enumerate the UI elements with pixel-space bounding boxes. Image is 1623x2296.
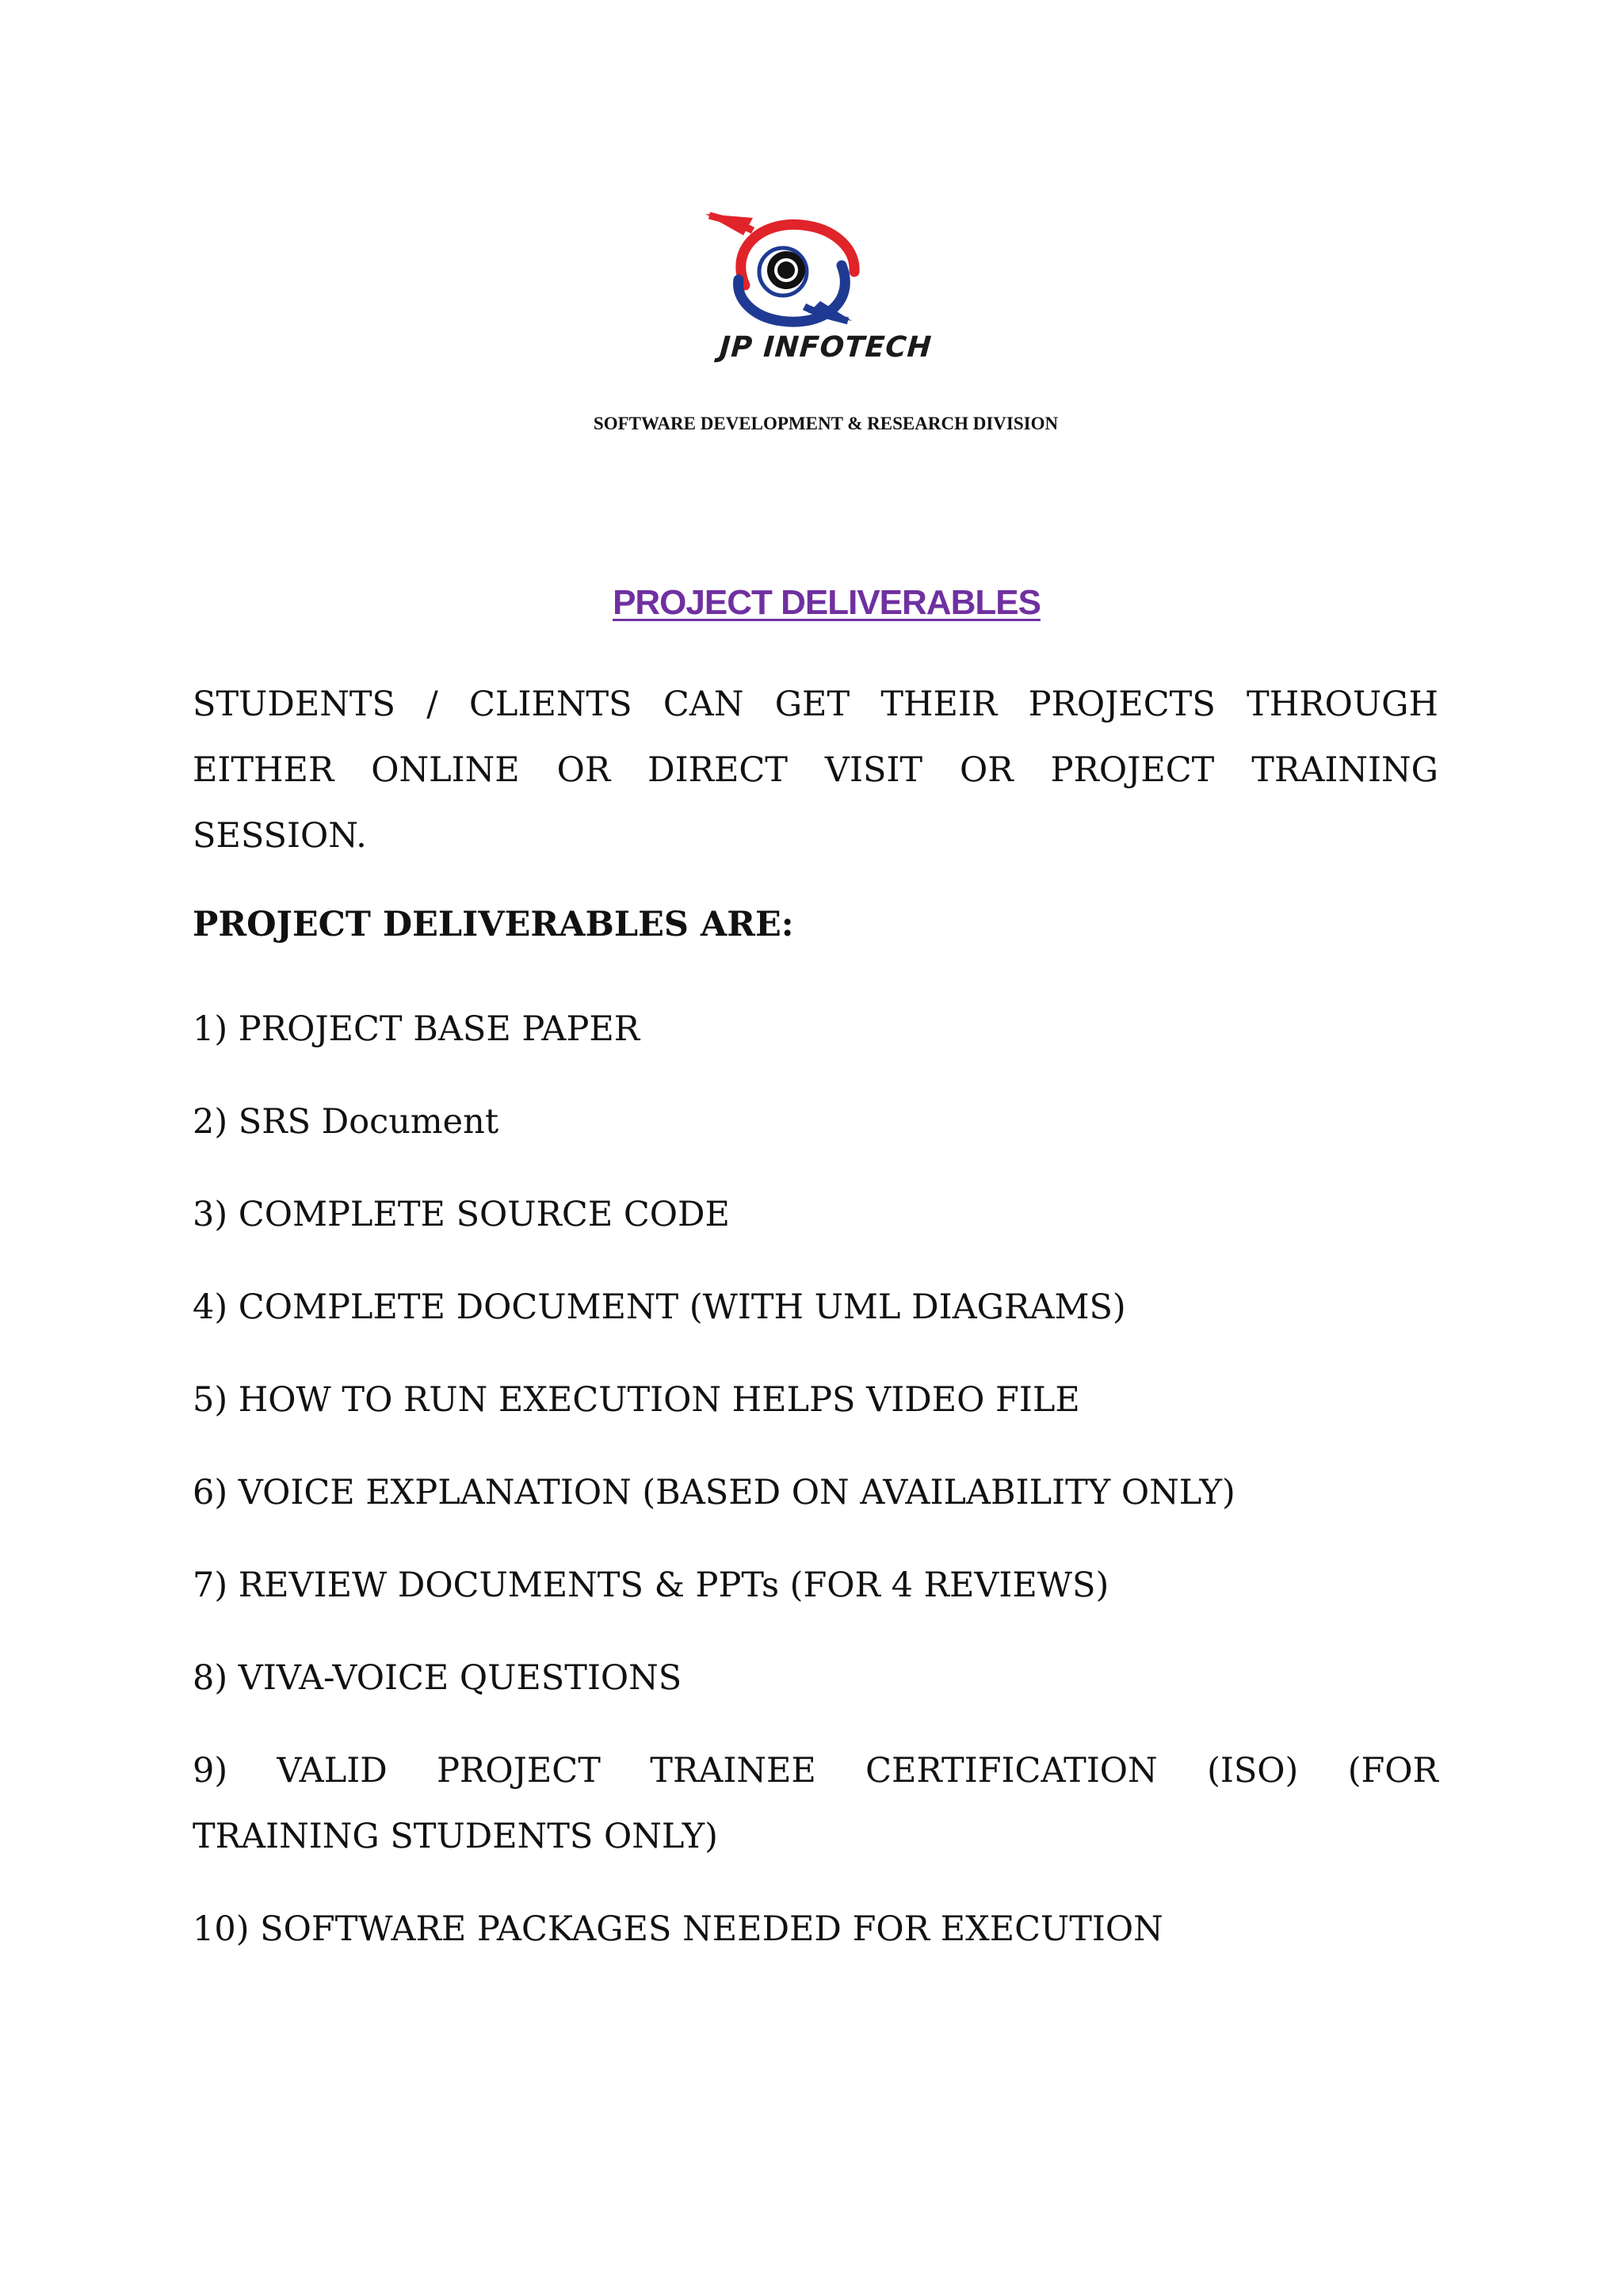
list-item-word: VALID bbox=[277, 1751, 388, 1791]
list-item: 8) VIVA-VOICE QUESTIONS bbox=[193, 1658, 682, 1698]
page-title: PROJECT DELIVERABLES bbox=[613, 583, 1041, 622]
list-item: 5) HOW TO RUN EXECUTION HELPS VIDEO FILE bbox=[193, 1380, 1080, 1420]
intro-line-2 bbox=[193, 738, 1438, 803]
division-subtitle: SOFTWARE DEVELOPMENT & RESEARCH DIVISION bbox=[593, 414, 1059, 433]
list-item: 2) SRS Document bbox=[193, 1102, 499, 1142]
intro-word: ONLINE bbox=[371, 750, 520, 790]
intro-word: OR bbox=[556, 750, 611, 790]
intro-line-1 bbox=[193, 672, 1438, 738]
logo-emblem-icon bbox=[697, 202, 888, 337]
list-item: 10) SOFTWARE PACKAGES NEEDED FOR EXECUTION bbox=[193, 1909, 1163, 1949]
list-item: 7) REVIEW DOCUMENTS & PPTs (FOR 4 REVIEWS) bbox=[193, 1566, 1109, 1605]
intro-line-3 bbox=[193, 803, 1438, 869]
list-item-word: TRAINEE bbox=[650, 1751, 816, 1791]
intro-word: PROJECTS bbox=[1028, 685, 1216, 724]
intro-paragraph bbox=[193, 672, 1438, 869]
deliverables-heading: PROJECT DELIVERABLES ARE: bbox=[193, 905, 794, 944]
intro-word: PROJECT bbox=[1050, 750, 1215, 790]
list-item-line bbox=[193, 1738, 1438, 1804]
intro-word: VISIT bbox=[824, 750, 923, 790]
list-item-word: CERTIFICATION bbox=[865, 1751, 1158, 1791]
intro-word: THEIR bbox=[880, 685, 998, 724]
intro-word: CLIENTS bbox=[469, 685, 632, 724]
list-item-word: 9) bbox=[193, 1751, 228, 1791]
list-item: 3) COMPLETE SOURCE CODE bbox=[193, 1195, 730, 1234]
intro-word: EITHER bbox=[193, 750, 334, 790]
list-item: 6) VOICE EXPLANATION (BASED ON AVAILABILITY ONLY) bbox=[193, 1473, 1235, 1512]
intro-word: DIRECT bbox=[647, 750, 788, 790]
list-item: 4) COMPLETE DOCUMENT (WITH UML DIAGRAMS) bbox=[193, 1287, 1126, 1327]
intro-word: CAN bbox=[663, 685, 744, 724]
intro-word: STUDENTS bbox=[193, 685, 396, 724]
brand-name: JP INFOTECH bbox=[718, 331, 934, 364]
intro-word: / bbox=[426, 685, 438, 724]
intro-word: OR bbox=[960, 750, 1014, 790]
list-item: 1) PROJECT BASE PAPER bbox=[193, 1009, 640, 1049]
list-item bbox=[193, 1738, 1438, 1870]
list-item-word: (ISO) bbox=[1207, 1751, 1299, 1791]
intro-word: THROUGH bbox=[1247, 685, 1438, 724]
intro-word: GET bbox=[774, 685, 850, 724]
intro-word: SESSION. bbox=[193, 816, 367, 856]
list-item-word: PROJECT bbox=[437, 1751, 601, 1791]
list-item-line: TRAINING STUDENTS ONLY) bbox=[193, 1817, 718, 1856]
intro-word: TRAINING bbox=[1251, 750, 1438, 790]
jp-infotech-logo bbox=[697, 202, 888, 337]
list-item-word: (FOR bbox=[1347, 1751, 1438, 1791]
